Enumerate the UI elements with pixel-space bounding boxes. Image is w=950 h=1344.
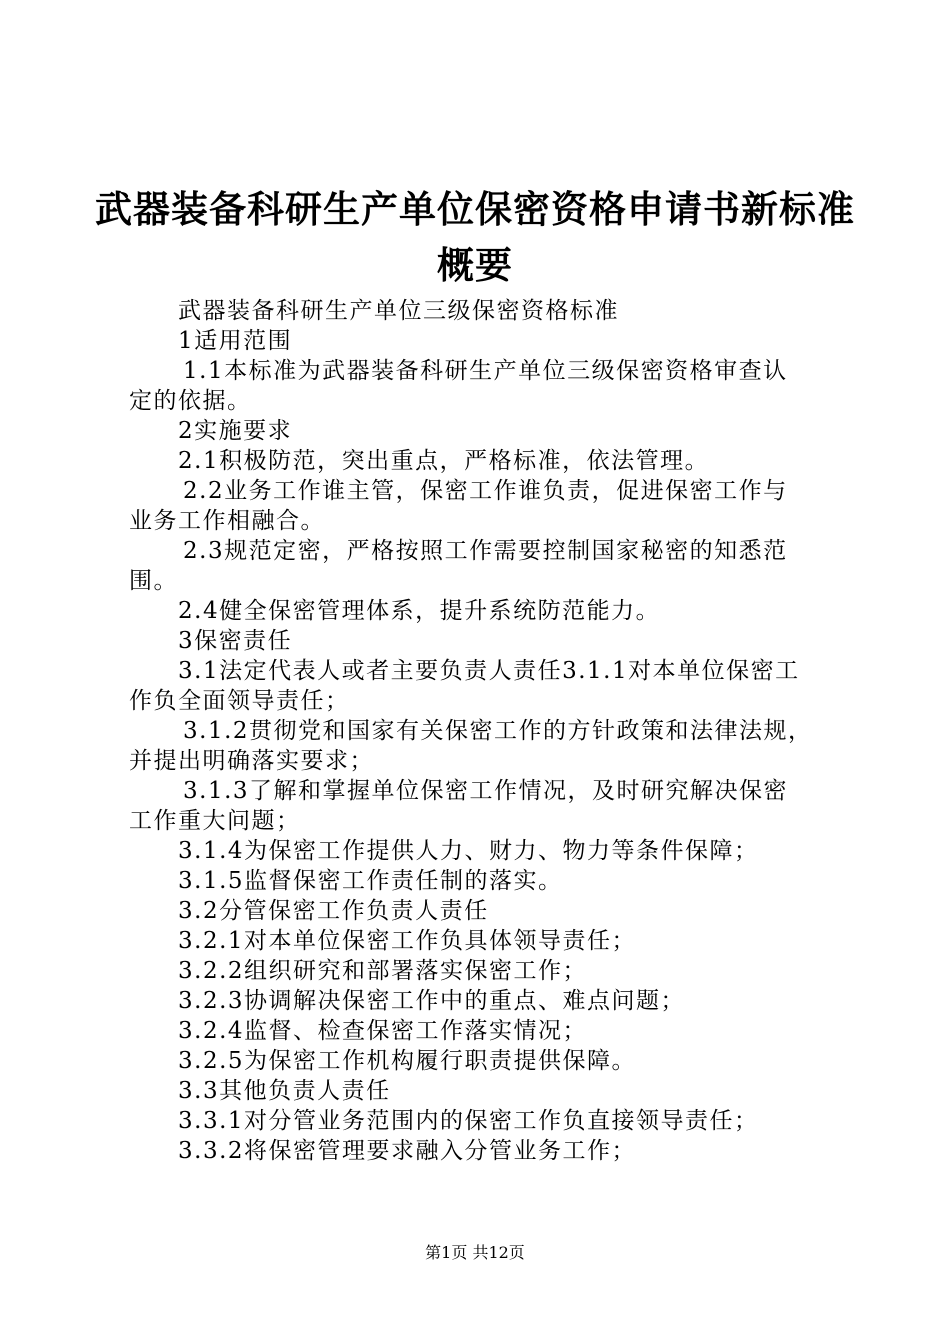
paragraph-line: 3.2.5为保密工作机构履行职责提供保障。 — [178, 1048, 637, 1074]
paragraph-line: 2.1积极防范，突出重点，严格标准，依法管理。 — [178, 448, 710, 474]
paragraph-line: 3.2.2组织研究和部署落实保密工作； — [178, 958, 588, 984]
paragraph-line: 2.2业务工作谁主管，保密工作谁负责，促进保密工作与 — [183, 478, 788, 504]
paragraph-line: 3.1.3了解和掌握单位保密工作情况，及时研究解决保密 — [183, 778, 789, 804]
paragraph-line: 3.1.5监督保密工作责任制的落实。 — [178, 868, 563, 894]
paragraph-line: 2实施要求 — [178, 418, 293, 444]
document-body — [129, 296, 835, 1166]
paragraph-line: 3.3.2将保密管理要求融入分管业务工作； — [178, 1138, 637, 1164]
paragraph-line: 3.1.4为保密工作提供人力、财力、物力等条件保障； — [178, 838, 759, 864]
paragraph-line: 3.1.2贯彻党和国家有关保密工作的方针政策和法律法规， — [183, 718, 813, 744]
paragraph-line: 3.2.1对本单位保密工作负具体领导责任； — [178, 928, 637, 954]
paragraph-line: 2.3规范定密，严格按照工作需要控制国家秘密的知悉范 — [183, 538, 788, 564]
paragraph-line: 业务工作相融合。 — [129, 508, 325, 534]
document-title-line-2: 概要 — [437, 244, 513, 287]
paragraph-line: 3.3其他负责人责任 — [178, 1078, 391, 1104]
paragraph-line: 1.1本标准为武器装备科研生产单位三级保密资格审查认 — [183, 358, 788, 384]
paragraph-line: 3.1法定代表人或者主要负责人责任3.1.1对本单位保密工 — [178, 658, 800, 684]
page-footer: 第1页 共12页 — [425, 1243, 525, 1262]
paragraph-line: 工作重大问题； — [129, 808, 301, 834]
paragraph-line: 3.3.1对分管业务范围内的保密工作负直接领导责任； — [178, 1108, 759, 1134]
paragraph-line: 3保密责任 — [178, 628, 293, 654]
paragraph-line: 3.2.3协调解决保密工作中的重点、难点问题； — [178, 988, 686, 1014]
paragraph-line: 3.2分管保密工作负责人责任 — [178, 898, 489, 924]
paragraph-line: 并提出明确落实要求； — [129, 748, 374, 774]
paragraph-line: 围。 — [129, 568, 178, 594]
paragraph-line: 1适用范围 — [178, 328, 293, 354]
paragraph-line: 2.4健全保密管理体系，提升系统防范能力。 — [178, 598, 661, 624]
document-title-line-1: 武器装备科研生产单位保密资格申请书新标准 — [95, 188, 855, 231]
paragraph-line: 定的依据。 — [129, 388, 252, 414]
paragraph-line: 武器装备科研生产单位三级保密资格标准 — [178, 298, 619, 324]
paragraph-line: 作负全面领导责任； — [129, 688, 350, 714]
paragraph-line: 3.2.4监督、检查保密工作落实情况； — [178, 1018, 588, 1044]
